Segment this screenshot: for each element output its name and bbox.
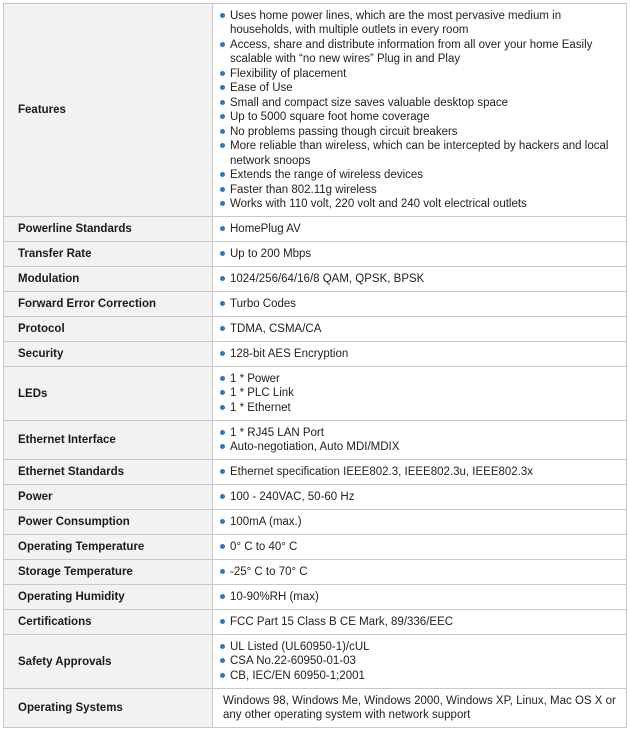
spec-value-item: No problems passing though circuit breakers bbox=[219, 125, 618, 140]
spec-label: Safety Approvals bbox=[4, 635, 213, 689]
spec-value-list bbox=[219, 426, 618, 455]
spec-label: Modulation bbox=[4, 267, 213, 292]
spec-value-item: Small and compact size saves valuable desktop space bbox=[219, 96, 618, 111]
spec-value-item: 128-bit AES Encryption bbox=[219, 347, 618, 362]
spec-label: Protocol bbox=[4, 317, 213, 342]
spec-row bbox=[4, 635, 627, 689]
spec-value bbox=[213, 217, 627, 242]
spec-value bbox=[213, 317, 627, 342]
spec-value-item: More reliable than wireless, which can be intercepted by hackers and local network snoops bbox=[219, 139, 618, 168]
spec-row bbox=[4, 217, 627, 242]
spec-row bbox=[4, 510, 627, 535]
spec-value-item: 1 * Ethernet bbox=[219, 401, 618, 416]
spec-value-item: -25° C to 70° C bbox=[219, 565, 618, 580]
spec-value-list bbox=[219, 347, 618, 362]
spec-value-item: Works with 110 volt, 220 volt and 240 volt electrical outlets bbox=[219, 197, 618, 212]
spec-label: Security bbox=[4, 342, 213, 367]
spec-value-list bbox=[219, 372, 618, 416]
spec-row bbox=[4, 689, 627, 728]
spec-value-list bbox=[219, 490, 618, 505]
spec-value bbox=[213, 689, 627, 728]
spec-value-item: TDMA, CSMA/CA bbox=[219, 322, 618, 337]
spec-label: LEDs bbox=[4, 367, 213, 421]
spec-value bbox=[213, 460, 627, 485]
spec-label: Transfer Rate bbox=[4, 242, 213, 267]
spec-value-item: 1 * RJ45 LAN Port bbox=[219, 426, 618, 441]
spec-value bbox=[213, 421, 627, 460]
spec-label: Operating Temperature bbox=[4, 535, 213, 560]
spec-value-list bbox=[219, 465, 618, 480]
spec-value-item: Ease of Use bbox=[219, 81, 618, 96]
spec-value-item: CB, IEC/EN 60950-1;2001 bbox=[219, 669, 618, 684]
spec-value bbox=[213, 635, 627, 689]
spec-value-list bbox=[219, 540, 618, 555]
spec-value bbox=[213, 292, 627, 317]
spec-value-item: Up to 200 Mbps bbox=[219, 247, 618, 262]
spec-value-item: 1024/256/64/16/8 QAM, QPSK, BPSK bbox=[219, 272, 618, 287]
spec-label: Forward Error Correction bbox=[4, 292, 213, 317]
spec-value-list bbox=[219, 222, 618, 237]
spec-row bbox=[4, 460, 627, 485]
spec-row bbox=[4, 560, 627, 585]
spec-label: Features bbox=[4, 4, 213, 217]
spec-value-list bbox=[219, 565, 618, 580]
spec-value-item: UL Listed (UL60950-1)/cUL bbox=[219, 640, 618, 655]
spec-value-item: Auto-negotiation, Auto MDI/MDIX bbox=[219, 440, 618, 455]
spec-value-item: 1 * Power bbox=[219, 372, 618, 387]
spec-row bbox=[4, 317, 627, 342]
spec-value-item: 0° C to 40° C bbox=[219, 540, 618, 555]
spec-value bbox=[213, 342, 627, 367]
spec-label: Operating Systems bbox=[4, 689, 213, 728]
spec-value-list bbox=[219, 615, 618, 630]
spec-value bbox=[213, 367, 627, 421]
spec-value-item: Access, share and distribute information from all over your home Easily scalable with “no new wires” Plug in and Play bbox=[219, 38, 618, 67]
spec-value-item: HomePlug AV bbox=[219, 222, 618, 237]
spec-value bbox=[213, 485, 627, 510]
spec-value-list bbox=[219, 640, 618, 684]
spec-value-item: Turbo Codes bbox=[219, 297, 618, 312]
spec-value-item: Faster than 802.11g wireless bbox=[219, 183, 618, 198]
spec-value-list bbox=[219, 9, 618, 212]
spec-value bbox=[213, 242, 627, 267]
spec-table bbox=[3, 3, 627, 728]
spec-label: Certifications bbox=[4, 610, 213, 635]
spec-label: Power Consumption bbox=[4, 510, 213, 535]
spec-label: Storage Temperature bbox=[4, 560, 213, 585]
spec-value-item: Ethernet specification IEEE802.3, IEEE802.3u, IEEE802.3x bbox=[219, 465, 618, 480]
spec-value-item: CSA No.22-60950-01-03 bbox=[219, 654, 618, 669]
spec-label: Power bbox=[4, 485, 213, 510]
spec-value bbox=[213, 585, 627, 610]
spec-row bbox=[4, 342, 627, 367]
spec-label: Operating Humidity bbox=[4, 585, 213, 610]
spec-row bbox=[4, 4, 627, 217]
spec-label: Powerline Standards bbox=[4, 217, 213, 242]
spec-value-list bbox=[219, 247, 618, 262]
spec-row bbox=[4, 242, 627, 267]
spec-row bbox=[4, 535, 627, 560]
spec-value bbox=[213, 610, 627, 635]
spec-value-item: Windows 98, Windows Me, Windows 2000, Windows XP, Linux, Mac OS X or any other operating system with network support bbox=[223, 694, 616, 721]
spec-row bbox=[4, 421, 627, 460]
spec-value-item: Uses home power lines, which are the most pervasive medium in households, with multiple outlets in every room bbox=[219, 9, 618, 38]
spec-value-item: 100 - 240VAC, 50-60 Hz bbox=[219, 490, 618, 505]
spec-value-list bbox=[219, 272, 618, 287]
spec-value-list bbox=[219, 515, 618, 530]
spec-row bbox=[4, 610, 627, 635]
spec-label: Ethernet Interface bbox=[4, 421, 213, 460]
spec-value bbox=[213, 510, 627, 535]
spec-value-item: 1 * PLC Link bbox=[219, 386, 618, 401]
spec-label: Ethernet Standards bbox=[4, 460, 213, 485]
spec-row bbox=[4, 267, 627, 292]
spec-value bbox=[213, 560, 627, 585]
spec-value bbox=[213, 535, 627, 560]
spec-value-item: Up to 5000 square foot home coverage bbox=[219, 110, 618, 125]
spec-value-item: Extends the range of wireless devices bbox=[219, 168, 618, 183]
spec-row bbox=[4, 485, 627, 510]
spec-value-item: 10-90%RH (max) bbox=[219, 590, 618, 605]
spec-value-item: FCC Part 15 Class B CE Mark, 89/336/EEC bbox=[219, 615, 618, 630]
spec-table-body bbox=[4, 4, 627, 728]
spec-row bbox=[4, 367, 627, 421]
spec-value-list bbox=[219, 297, 618, 312]
spec-value-list bbox=[219, 694, 618, 723]
spec-value-item: Flexibility of placement bbox=[219, 67, 618, 82]
spec-value bbox=[213, 267, 627, 292]
spec-value-list bbox=[219, 322, 618, 337]
spec-value-item: 100mA (max.) bbox=[219, 515, 618, 530]
spec-row bbox=[4, 292, 627, 317]
spec-row bbox=[4, 585, 627, 610]
spec-value-list bbox=[219, 590, 618, 605]
spec-value bbox=[213, 4, 627, 217]
